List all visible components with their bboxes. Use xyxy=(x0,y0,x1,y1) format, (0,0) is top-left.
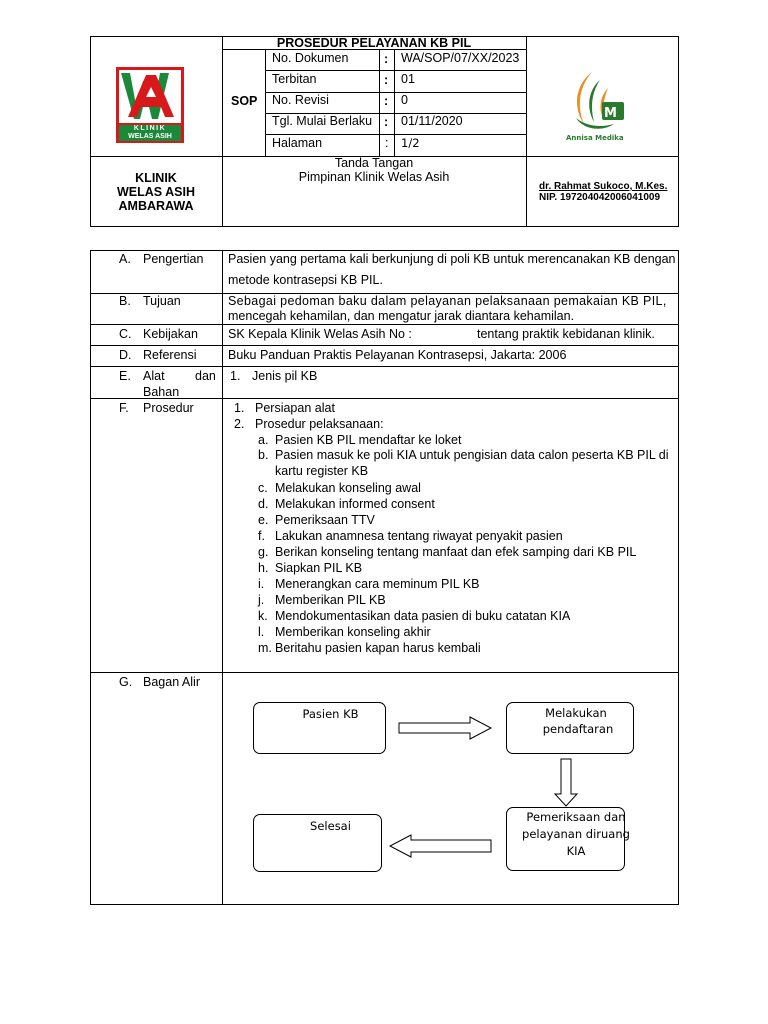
meta-value-no-revisi: 0 xyxy=(401,93,408,107)
meta-value-tgl-mulai: 01/11/2020 xyxy=(401,114,463,128)
substep-text: Lakukan anamnesa tentang riwayat penyakit pasien xyxy=(275,529,563,543)
substep-letter: h. xyxy=(258,561,269,575)
arrow-right-icon xyxy=(399,717,491,739)
substep-letter: d. xyxy=(258,497,269,511)
row-letter: F. xyxy=(119,401,129,415)
substep-text: Melakukan informed consent xyxy=(275,497,435,511)
substep-letter: b. xyxy=(258,448,269,462)
substep-letter: j. xyxy=(258,593,265,607)
referensi-text: Buku Panduan Praktis Pelayanan Kontrasepsi, Jakarta: 2006 xyxy=(228,348,567,362)
meta-value-halaman: 1/2 xyxy=(401,136,420,150)
step-text: Persiapan alat xyxy=(255,401,335,415)
substep-text: Memberikan PIL KB xyxy=(275,593,386,607)
clinic-name-line2: WELAS ASIH xyxy=(116,185,195,199)
step-text: Prosedur pelaksanaan: xyxy=(255,417,384,431)
flow-text-pasien-kb: Pasien KB xyxy=(302,707,359,721)
step-number: 2. xyxy=(234,417,245,431)
meta-sep: : xyxy=(384,73,389,87)
row-label-referensi: Referensi xyxy=(143,348,197,362)
substep-letter: i. xyxy=(258,577,265,591)
flow-text-pendaftaran-1: Melakukan xyxy=(545,706,607,720)
clinic-name-line3: AMBARAWA xyxy=(118,199,194,213)
director-nip: NIP. 197204042006041009 xyxy=(539,192,661,203)
row-label-alat: Alat xyxy=(143,369,165,383)
signature-title: Tanda Tangan xyxy=(334,156,414,170)
meta-label-halaman: Halaman xyxy=(272,136,323,150)
row-label-prosedur: Prosedur xyxy=(143,401,194,415)
substep-text: Mendokumentasikan data pasien di buku catatan KIA xyxy=(275,609,571,623)
clinic-name-line1: KLINIK xyxy=(135,171,177,185)
flow-text-selesai: Selesai xyxy=(310,819,351,833)
substep-text: Pasien masuk ke poli KIA untuk pengisian data calon peserta KB PIL di xyxy=(275,448,669,462)
substep-letter: e. xyxy=(258,513,269,527)
sop-label: SOP xyxy=(231,94,258,108)
kebijakan-text: SK Kepala Klinik Welas Asih No : xyxy=(228,327,412,341)
step-number: 1. xyxy=(234,401,245,415)
row-label-tujuan: Tujuan xyxy=(143,294,181,308)
substep-letter: k. xyxy=(258,609,268,623)
substep-text: Menerangkan cara meminum PIL KB xyxy=(275,577,480,591)
arrow-left-icon xyxy=(390,835,491,857)
logo-caption-line2: WELAS ASIH xyxy=(128,133,172,140)
arrow-down-icon xyxy=(555,759,577,806)
row-letter: A. xyxy=(119,252,131,266)
meta-label-tgl-mulai: Tgl. Mulai Berlaku xyxy=(272,114,373,128)
substep-text: Berikan konseling tentang manfaat dan efek samping dari KB PIL xyxy=(275,545,637,559)
meta-sep: : xyxy=(384,52,389,66)
meta-label-no-dokumen: No. Dokumen xyxy=(272,51,349,65)
meta-sep: : xyxy=(384,115,389,129)
flow-text-pemeriksaan-2: pelayanan diruang xyxy=(522,827,630,841)
substep-text: Melakukan konseling awal xyxy=(275,481,421,495)
substep-letter: g. xyxy=(258,545,269,559)
row-letter: G. xyxy=(119,675,133,689)
flow-text-pemeriksaan-1: Pemeriksaan dan xyxy=(526,810,626,824)
substep-text: Siapkan PIL KB xyxy=(275,561,363,575)
substep-text-cont: kartu register KB xyxy=(275,464,369,478)
flow-text-pendaftaran-2: pendaftaran xyxy=(542,722,614,736)
meta-label-no-revisi: No. Revisi xyxy=(272,93,329,107)
alat-number: 1. xyxy=(230,369,241,383)
director-name: dr. Rahmat Sukoco, M.Kes. xyxy=(539,181,668,192)
substep-text: Beritahu pasien kapan harus kembali xyxy=(275,641,481,655)
row-label-dan: dan xyxy=(195,369,216,383)
substep-letter: a. xyxy=(258,433,269,447)
row-letter: D. xyxy=(119,348,132,362)
meta-sep: : xyxy=(384,94,389,108)
row-label-kebijakan: Kebijakan xyxy=(143,327,198,341)
pengertian-line1: Pasien yang pertama kali berkunjung di poli KB untuk merencanakan KB dengan xyxy=(228,252,676,266)
tujuan-line2: mencegah kehamilan, dan mengatur jarak diantara kehamilan. xyxy=(228,309,575,323)
meta-label-terbitan: Terbitan xyxy=(272,72,317,86)
meta-value-terbitan: 01 xyxy=(401,72,415,86)
document-title: PROSEDUR PELAYANAN KB PIL xyxy=(276,36,472,50)
substep-text: Pemeriksaan TTV xyxy=(275,513,375,527)
pengertian-line2: metode kontrasepsi KB PIL. xyxy=(228,273,383,287)
svg-text:M: M xyxy=(604,106,617,121)
substep-text: Memberikan konseling akhir xyxy=(275,625,431,639)
alat-item: Jenis pil KB xyxy=(252,369,318,383)
row-letter: C. xyxy=(119,327,132,341)
row-letter: B. xyxy=(119,294,131,308)
tujuan-line1: Sebagai pedoman baku dalam pelayanan pelaksanaan pemakaian KB PIL, xyxy=(228,294,667,308)
substep-letter: m. xyxy=(258,641,272,655)
row-label-bahan: Bahan xyxy=(143,385,180,399)
partner-logo-name: Annisa Medika xyxy=(566,134,624,142)
kebijakan-text-end: tentang praktik kebidanan klinik. xyxy=(477,327,655,341)
substep-letter: f. xyxy=(258,529,265,543)
row-label-bagan-alir: Bagan Alir xyxy=(143,675,200,689)
substep-text: Pasien KB PIL mendaftar ke loket xyxy=(275,433,462,447)
substep-letter: c. xyxy=(258,481,268,495)
row-label-pengertian: Pengertian xyxy=(143,252,204,266)
row-letter: E. xyxy=(119,369,131,383)
meta-sep: : xyxy=(385,136,389,150)
flow-text-pemeriksaan-3: KIA xyxy=(566,844,586,858)
meta-value-no-dokumen: WA/SOP/07/XX/2023 xyxy=(401,51,520,65)
substep-letter: l. xyxy=(258,625,265,639)
signature-subtitle: Pimpinan Klinik Welas Asih xyxy=(298,170,450,184)
logo-caption-line1: KLINIK xyxy=(133,125,167,132)
